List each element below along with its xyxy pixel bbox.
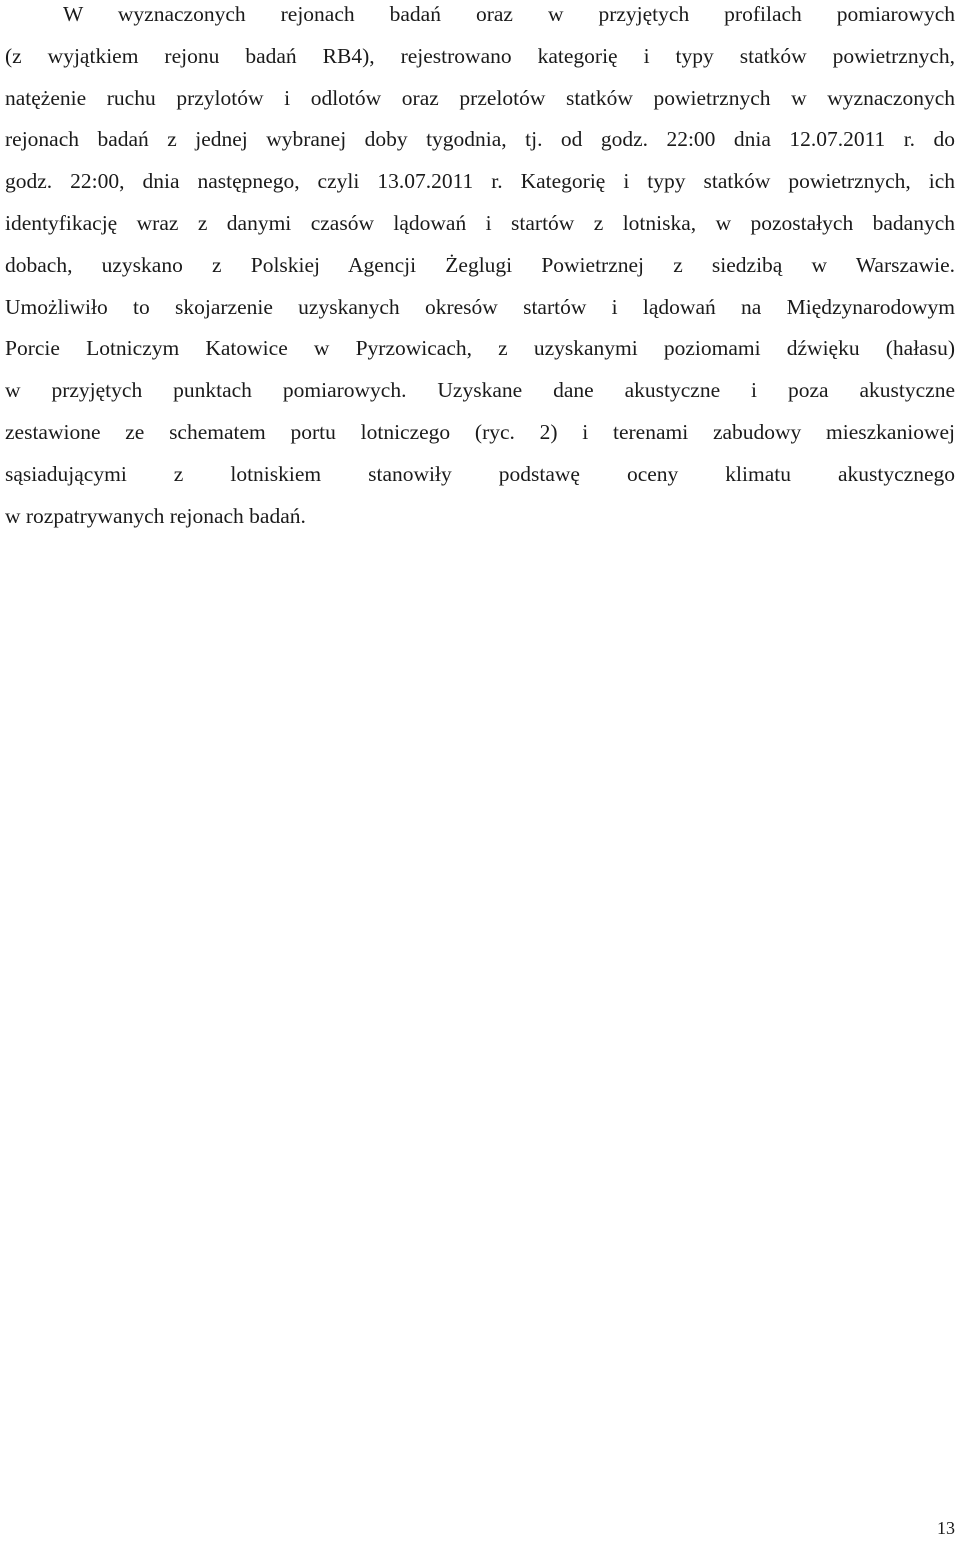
paragraph-line: dobach, uzyskano z Polskiej Agencji Żeglugi Powietrznej z siedzibą w Warszawie. (5, 252, 955, 277)
paragraph-line: godz. 22:00, dnia następnego, czyli 13.07.2011 r. Kategorię i typy statków powietrznych, ich (5, 169, 955, 194)
paragraph-line: zestawione ze schematem portu lotniczego (ryc. 2) i terenami zabudowy mieszkaniowej (5, 419, 955, 444)
paragraph-line: rejonach badań z jednej wybranej doby tygodnia, tj. od godz. 22:00 dnia 12.07.2011 r. do (5, 127, 955, 152)
paragraph-line: Umożliwiło to skojarzenie uzyskanych okresów startów i lądowań na Międzynarodowym (5, 294, 955, 319)
body-paragraph (5, 0, 955, 537)
paragraph-line: W wyznaczonych rejonach badań oraz w przyjętych profilach pomiarowych (63, 2, 955, 26)
paragraph-line: (z wyjątkiem rejonu badań RB4), rejestrowano kategorię i typy statków powietrznych, (5, 43, 955, 68)
paragraph-line: w przyjętych punktach pomiarowych. Uzyskane dane akustyczne i poza akustyczne (5, 378, 955, 403)
paragraph-line: identyfikację wraz z danymi czasów lądowań i startów z lotniska, w pozostałych badanych (5, 210, 955, 235)
paragraph-line: Porcie Lotniczym Katowice w Pyrzowicach, z uzyskanymi poziomami dźwięku (hałasu) (5, 336, 955, 361)
paragraph-line: natężenie ruchu przylotów i odlotów oraz przelotów statków powietrznych w wyznaczonych (5, 85, 955, 110)
paragraph-line: w rozpatrywanych rejonach badań. (5, 503, 306, 528)
paragraph-line: sąsiadującymi z lotniskiem stanowiły podstawę oceny klimatu akustycznego (5, 461, 955, 486)
page-number: 13 (937, 1518, 955, 1538)
